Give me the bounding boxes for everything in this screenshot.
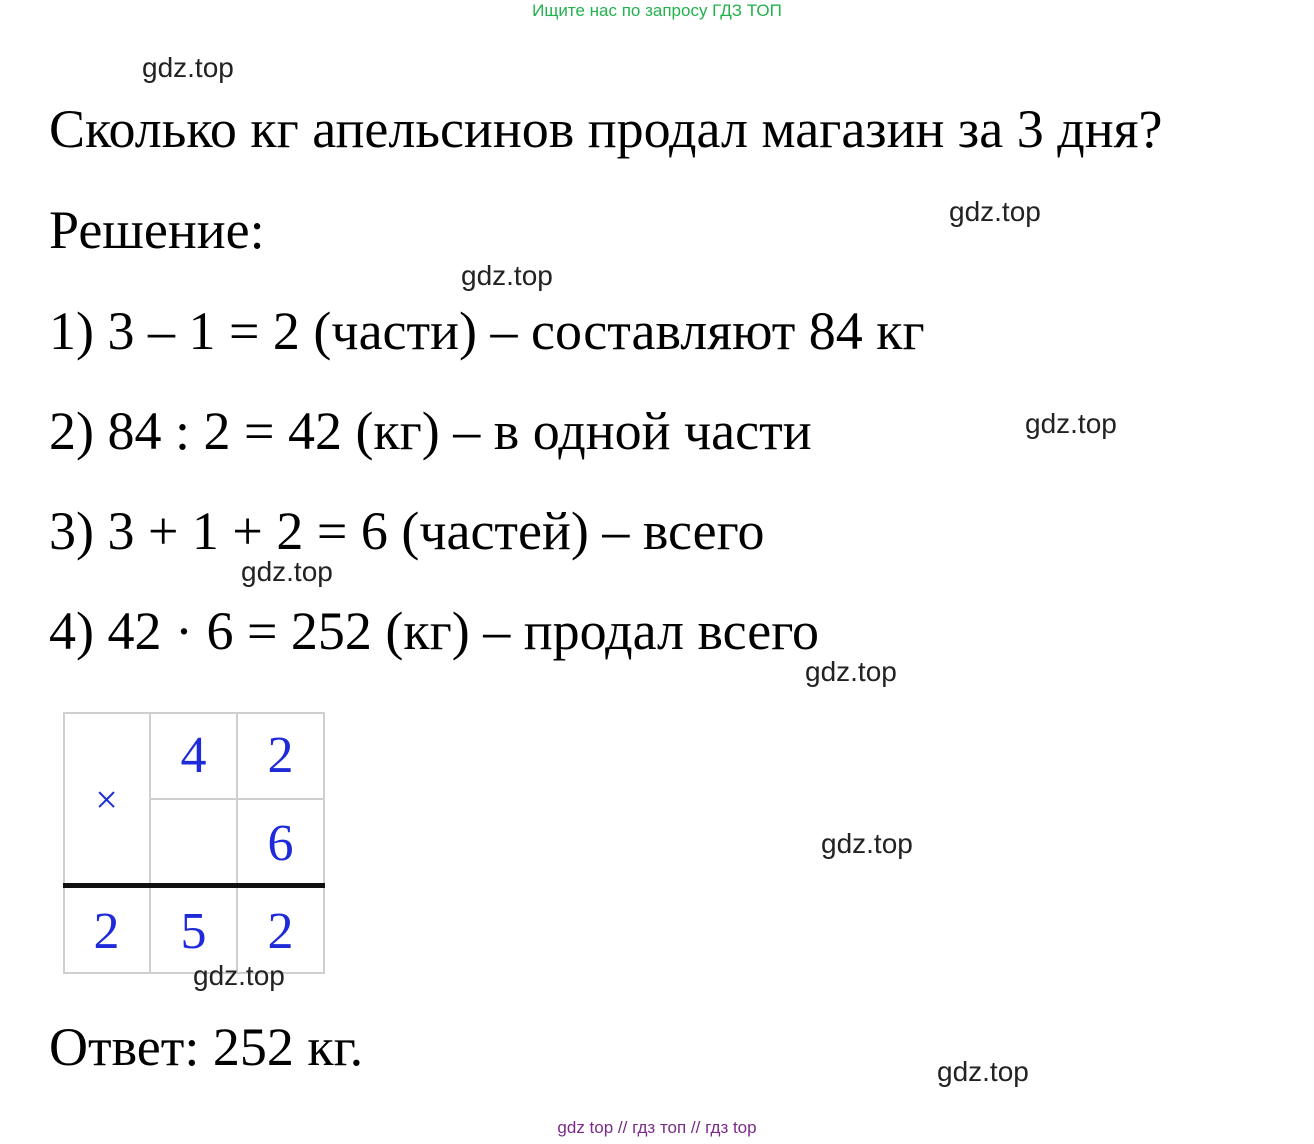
watermark: gdz.top xyxy=(193,960,285,991)
watermark: gdz.top xyxy=(821,828,913,859)
solution-title: Решение: xyxy=(49,200,265,260)
solution-step-2: 2) 84 : 2 = 42 (кг) – в одной части xyxy=(49,401,812,461)
result-digit-hundreds: 2 xyxy=(93,903,120,960)
multiply-sign: × xyxy=(95,777,118,822)
column-multiplication-grid xyxy=(63,712,325,974)
watermark: gdz.top xyxy=(461,260,553,291)
multiplier-digit: 6 xyxy=(267,815,294,872)
watermark: gdz.top xyxy=(1025,408,1117,439)
answer-text: Ответ: 252 кг. xyxy=(49,1017,364,1077)
top-banner[interactable]: Ищите нас по запросу ГДЗ ТОП xyxy=(532,1,782,20)
watermark: gdz.top xyxy=(937,1056,1029,1087)
watermark: gdz.top xyxy=(241,556,333,587)
watermark: gdz.top xyxy=(142,52,234,83)
result-digit-ones: 2 xyxy=(267,903,294,960)
solution-step-1: 1) 3 – 1 = 2 (части) – составляют 84 кг xyxy=(49,301,925,361)
question-text: Сколько кг апельсинов продал магазин за 3 дня? xyxy=(49,99,1163,159)
multiplicand-digit-ones: 2 xyxy=(267,727,294,784)
footer-links[interactable]: gdz top // гдз топ // гдз top xyxy=(557,1118,757,1137)
multiplicand-digit-tens: 4 xyxy=(180,727,207,784)
watermark: gdz.top xyxy=(805,656,897,687)
solution-step-3: 3) 3 + 1 + 2 = 6 (частей) – всего xyxy=(49,501,765,561)
watermark: gdz.top xyxy=(949,196,1041,227)
solution-step-4: 4) 42 · 6 = 252 (кг) – продал всего xyxy=(49,601,820,661)
result-digit-tens: 5 xyxy=(180,903,207,960)
